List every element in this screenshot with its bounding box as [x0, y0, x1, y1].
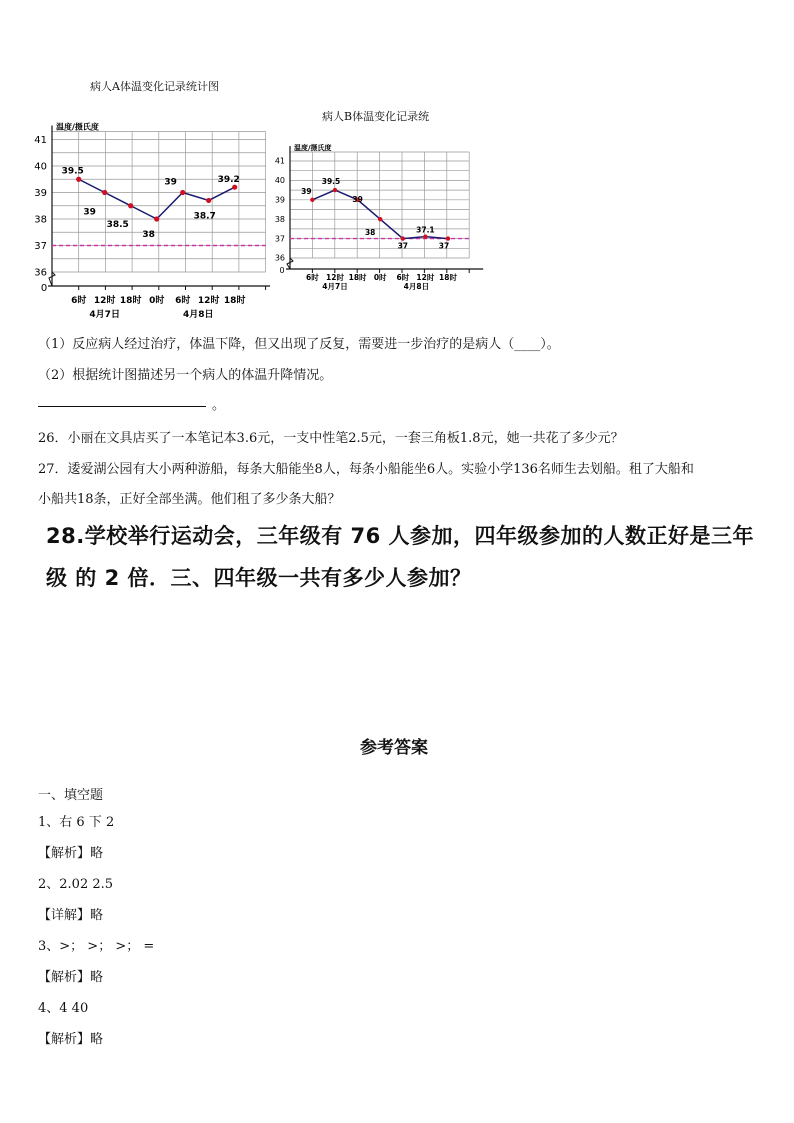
chart-b-data-label: 39	[301, 186, 312, 196]
question-26: 26．小丽在文具店买了一本笔记本3.6元，一支中性笔2.5元，一套三角板1.8元，她一共花了多少元？	[38, 431, 624, 446]
chart-b-ytick-label: 40	[274, 176, 285, 186]
chart-b-date-label: 4月8日	[403, 282, 430, 291]
answers-title: 参考答案	[360, 738, 428, 758]
chart-a-ytick-label: 38	[34, 214, 47, 226]
chart-b-category-label: 0时	[373, 273, 387, 282]
question-27-line-1: 27．逶爱湖公园有大小两种游船，每条大船能坐8人，每条小船能坐6人。实验小学136名师生去划船。租了大船和	[38, 462, 694, 477]
chart-b-data-label: 37.1	[416, 225, 435, 235]
answer-2-note: 【详解】略	[38, 908, 104, 923]
chart-b-data-point	[423, 234, 427, 238]
chart-b-ytick-label: 37	[274, 234, 285, 244]
chart-b-data-point	[378, 217, 382, 221]
chart-a-category-label: 0时	[149, 296, 165, 306]
chart-a-category-label: 6时	[175, 296, 191, 306]
chart-a-category-label: 18时	[223, 296, 246, 306]
answer-3-note: 【解析】略	[38, 970, 104, 985]
chart-a-category-label: 6时	[71, 296, 87, 306]
chart-a-date-label: 4月8日	[183, 310, 214, 320]
answer-1: 1、右 6 下 2	[38, 815, 115, 830]
chart-b-date-label: 4月7日	[322, 282, 348, 291]
chart-b-data-label: 38	[364, 228, 376, 238]
chart-b-data-label: 39.5	[321, 177, 341, 187]
chart-b-data-point	[401, 236, 405, 240]
answer-4-note: 【解析】略	[38, 1032, 104, 1047]
chart-a-data-point	[232, 185, 237, 190]
answer-3: 3、>； >； >； =	[38, 939, 155, 954]
chart-a-date-label: 4月7日	[89, 310, 120, 320]
chart-a-ytick-label: 39	[34, 187, 47, 199]
chart-a-origin-label: 0	[40, 283, 48, 294]
chart-a-ytick-label: 41	[34, 134, 47, 146]
chart-b-origin-label: 0	[279, 266, 285, 275]
chart-a-data-label: 39	[164, 177, 177, 188]
chart-a-ytick-label: 40	[34, 161, 47, 173]
question-28-line-1: 28.学校举行运动会，三年级有 76 人参加，四年级参加的人数正好是三年	[46, 524, 755, 548]
chart-b-ytick-label: 41	[274, 156, 285, 166]
chart-b-data-label: 39	[352, 194, 363, 204]
answer-blank-end: 。	[212, 398, 226, 413]
chart-a-category-label: 12时	[93, 296, 116, 306]
question-27-line-2: 小船共18条，正好全部坐满。他们租了多少条大船？	[38, 492, 341, 507]
chart-a-data-label: 39.2	[217, 175, 240, 186]
chart-a-title: 病人A体温变化记录统计图	[90, 80, 219, 93]
chart-a	[30, 110, 270, 325]
answer-4: 4、4 40	[38, 1001, 89, 1016]
chart-b-data-point	[310, 198, 314, 202]
chart-a-data-label: 39.5	[61, 166, 84, 177]
chart-a-data-point	[102, 190, 107, 195]
chart-b-category-label: 6时	[306, 273, 319, 282]
chart-a-category-label: 18时	[119, 296, 142, 306]
chart-a-data-point	[128, 203, 133, 208]
chart-a-data-label: 39	[83, 207, 96, 218]
chart-b-category-label: 12时	[416, 273, 435, 282]
answer-1-note: 【解析】略	[38, 846, 104, 861]
chart-b-ytick-label: 39	[274, 195, 285, 205]
answer-2: 2、2.02 2.5	[38, 877, 114, 892]
question-1: （1）反应病人经过治疗，体温下降，但又出现了反复，需要进一步治疗的是病人（____）。	[38, 337, 560, 352]
question-28-line-2: 级 的 2 倍．三、四年级一共有多少人参加？	[46, 566, 472, 590]
answer-blank-line	[38, 406, 206, 407]
chart-b-ytick-label: 36	[274, 253, 285, 263]
chart-a-category-label: 12时	[197, 296, 220, 306]
answers-section: 一、填空题	[38, 788, 104, 803]
chart-b-data-point	[446, 236, 450, 240]
chart-b	[270, 140, 500, 300]
chart-b-title: 病人B体温变化记录统	[322, 110, 430, 123]
chart-b-data-label: 37	[397, 241, 409, 251]
chart-b-ytick-label: 38	[274, 214, 285, 224]
chart-a-ylabel: 温度/摄氏度	[56, 122, 99, 132]
chart-a-data-label: 38.7	[193, 211, 216, 222]
chart-a-ytick-label: 36	[34, 267, 47, 279]
chart-a-data-label: 38.5	[106, 219, 129, 230]
chart-b-category-label: 18时	[348, 273, 367, 282]
chart-b-category-label: 6时	[396, 273, 410, 282]
chart-a-data-label: 38	[142, 230, 155, 240]
chart-a-data-point	[154, 216, 159, 221]
chart-a-data-point	[206, 198, 211, 203]
chart-a-data-point	[76, 177, 81, 182]
chart-b-category-label: 12时	[326, 273, 344, 282]
chart-b-data-point	[333, 188, 337, 192]
chart-b-category-label: 18时	[439, 273, 457, 282]
chart-a-ytick-label: 37	[34, 240, 47, 252]
question-2: （2）根据统计图描述另一个病人的体温升降情况。	[38, 368, 333, 383]
chart-b-data-label: 37	[438, 241, 450, 251]
chart-a-data-point	[180, 190, 185, 195]
chart-b-ylabel: 温度/摄氏度	[294, 144, 332, 152]
